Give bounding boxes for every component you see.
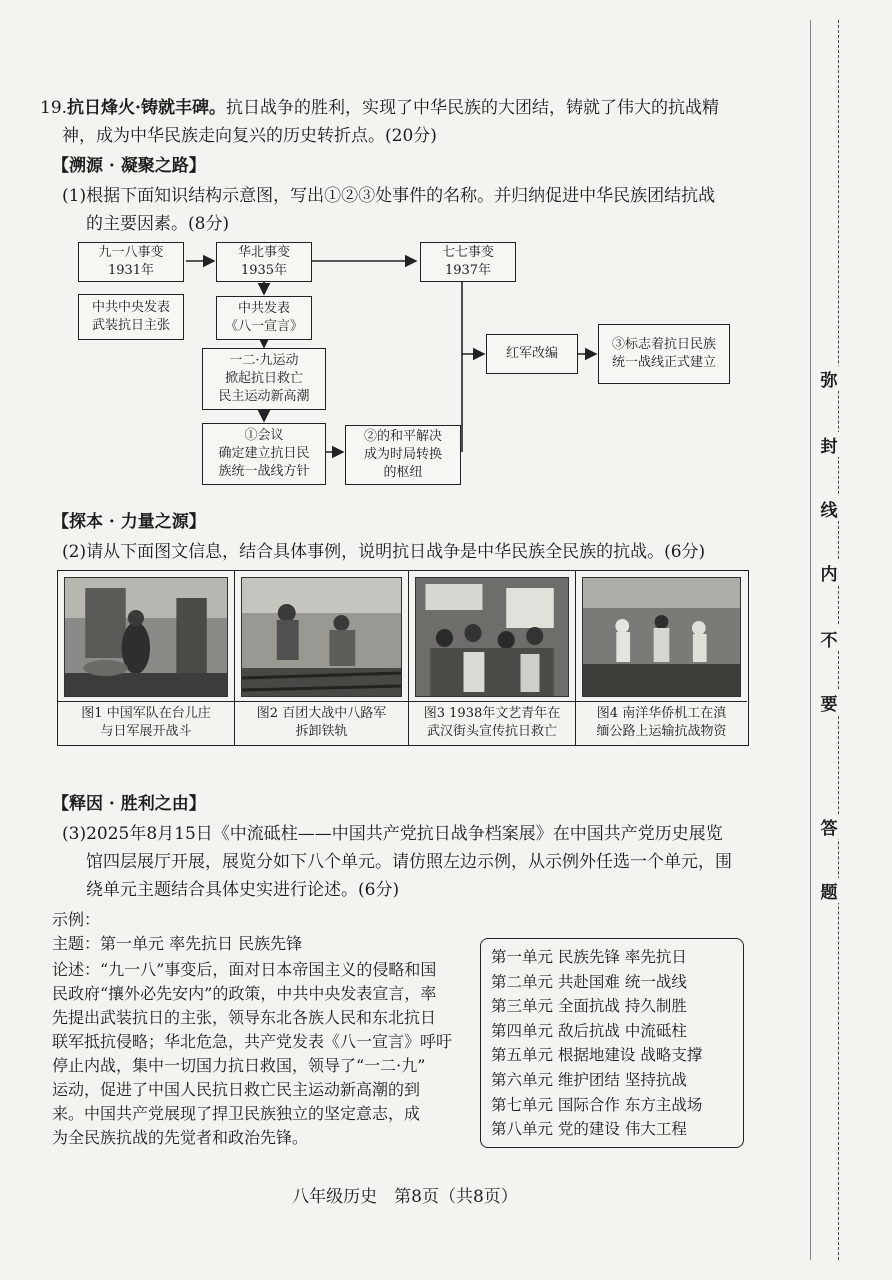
example-line-4: 联军抵抗侵略；华北危急，共产党发表《八一宣言》呼吁 [52,1032,453,1051]
section1-question-line1: (1)根据下面知识结构示意图，写出①②③处事件的名称。并归纳促进中华民族团结抗战 [62,186,716,206]
unit-item: 第二单元 共赴国难 统一战线 [491,972,687,991]
photo-cell-4 [576,571,747,745]
photo-strip [57,570,749,746]
unit-item: 第八单元 党的建设 伟大工程 [491,1120,687,1139]
caption-divider [576,701,747,702]
question-intro-text: 抗日战争的胜利，实现了中华民族的大团结，铸就了伟大的抗战精 [225,98,719,118]
question-intro-line2: 神，成为中华民族走向复兴的历史转折点。(20分) [62,126,437,146]
photo-cell-2 [235,571,409,745]
diagram-box-ccp-armed-resistance: 中共中央发表 武装抗日主张 [78,294,184,340]
unit-item: 第六单元 维护团结 坚持抗战 [491,1070,687,1089]
question-heading: 抗日烽火·铸就丰碑。 [67,98,226,118]
question-number: 19. [40,98,68,118]
photo-caption-4: 图4 南洋华侨机工在滇 缅公路上运输抗战物资 [596,706,727,739]
example-line-6: 运动，促进了中国人民抗日救亡民主运动新高潮的到 [52,1080,421,1099]
section1-question-line2: 的主要因素。(8分) [86,214,230,234]
diagram-box-red-army-reorganization: 红军改编 [486,334,578,374]
diagram-box-918-incident: 九一八事变 1931年 [78,242,184,282]
example-theme: 主题：第一单元 率先抗日 民族先锋 [52,934,303,953]
diagram-box-august1-declaration: 中共发表 《八一宣言》 [216,296,312,340]
diagram-box-july7-incident: 七七事变 1937年 [420,242,516,282]
photo-caption-2: 图2 百团大战中八路军 拆卸铁轨 [256,706,387,739]
section2-title: 【探本 · 力量之源】 [52,512,206,532]
photo-hundred-regiments-railway [241,577,402,697]
binding-char: 不 [818,626,840,651]
binding-char: 答 [818,814,840,839]
unit-item: 第七单元 国际合作 东方主战场 [491,1095,703,1114]
example-line-1: 论述：“九一八”事变后，面对日本帝国主义的侵略和国 [52,960,437,979]
example-line-8: 为全民族抗战的先觉者和政治先锋。 [52,1128,309,1147]
diagram-box-north-china-incident: 华北事变 1935年 [216,242,312,282]
caption-divider [409,701,575,702]
section3-question-line1: (3)2025年8月15日《中流砥柱——中国共产党抗日战争档案展》在中国共产党历史展览 [62,824,723,844]
binding-char: 封 [818,432,840,457]
binding-char: 线 [818,496,840,521]
diagram-box-blank2-peaceful-resolution: ②的和平解决 成为时局转换 的枢纽 [345,425,461,485]
binding-solid-line [810,20,811,1260]
section3-question-line2: 馆四层展厅开展，展览分如下八个单元。请仿照左边示例，从示例外任选一个单元，围 [86,852,732,872]
section2-question-line: (2)请从下面图文信息，结合具体事例，说明抗日战争是中华民族全民族的抗战。(6分) [62,542,706,562]
binding-char: 题 [818,878,840,903]
binding-char: 要 [818,690,840,715]
binding-char: 内 [818,560,840,585]
section1-title: 【溯源 · 凝聚之路】 [52,156,206,176]
example-line-2: 民政府“攘外必先安内”的政策，中共中央发表宣言，率 [52,984,437,1003]
section3-title: 【释因 · 胜利之由】 [52,794,206,814]
diagram-box-blank3-united-front: ③标志着抗日民族 统一战线正式建立 [598,324,730,384]
photo-taierzhuang-battle [64,577,228,697]
photo-burma-road-transport [582,577,741,697]
diagram-box-december9-movement: 一二·九运动 掀起抗日救亡 民主运动新高潮 [202,348,326,410]
exhibition-units-box [480,938,744,1148]
unit-item: 第一单元 民族先锋 率先抗日 [491,948,687,966]
section3-question-line3: 绕单元主题结合具体史实进行论述。(6分) [86,880,400,900]
caption-divider [58,701,234,702]
photo-wuhan-street-propaganda [415,577,569,697]
example-line-5: 停止内战，集中一切国力抗日救国，领导了“一二·九” [52,1056,426,1075]
example-line-3: 先提出武装抗日的主张，领导东北各族人民和东北抗日 [52,1008,437,1027]
unit-item: 第四单元 敌后抗战 中流砥柱 [491,1021,687,1040]
photo-caption-3: 图3 1938年文艺青年在 武汉街头宣传抗日救亡 [423,706,561,739]
example-line-7: 来。中国共产党展现了捍卫民族独立的坚定意志，成 [52,1104,421,1123]
caption-divider [235,701,408,702]
page-footer: 八年级历史 第8页（共8页） [292,1187,518,1207]
unit-item: 第五单元 根据地建设 战略支撑 [491,1046,703,1065]
photo-caption-1: 图1 中国军队在台儿庄 与日军展开战斗 [81,706,211,739]
binding-char: 弥 [818,366,840,391]
diagram-box-blank1-meeting: ①会议 确定建立抗日民 族统一战线方针 [202,423,326,485]
photo-cell-1 [58,571,235,745]
photo-cell-3 [409,571,576,745]
unit-item: 第三单元 全面抗战 持久制胜 [491,997,687,1016]
example-label: 示例： [52,910,101,929]
